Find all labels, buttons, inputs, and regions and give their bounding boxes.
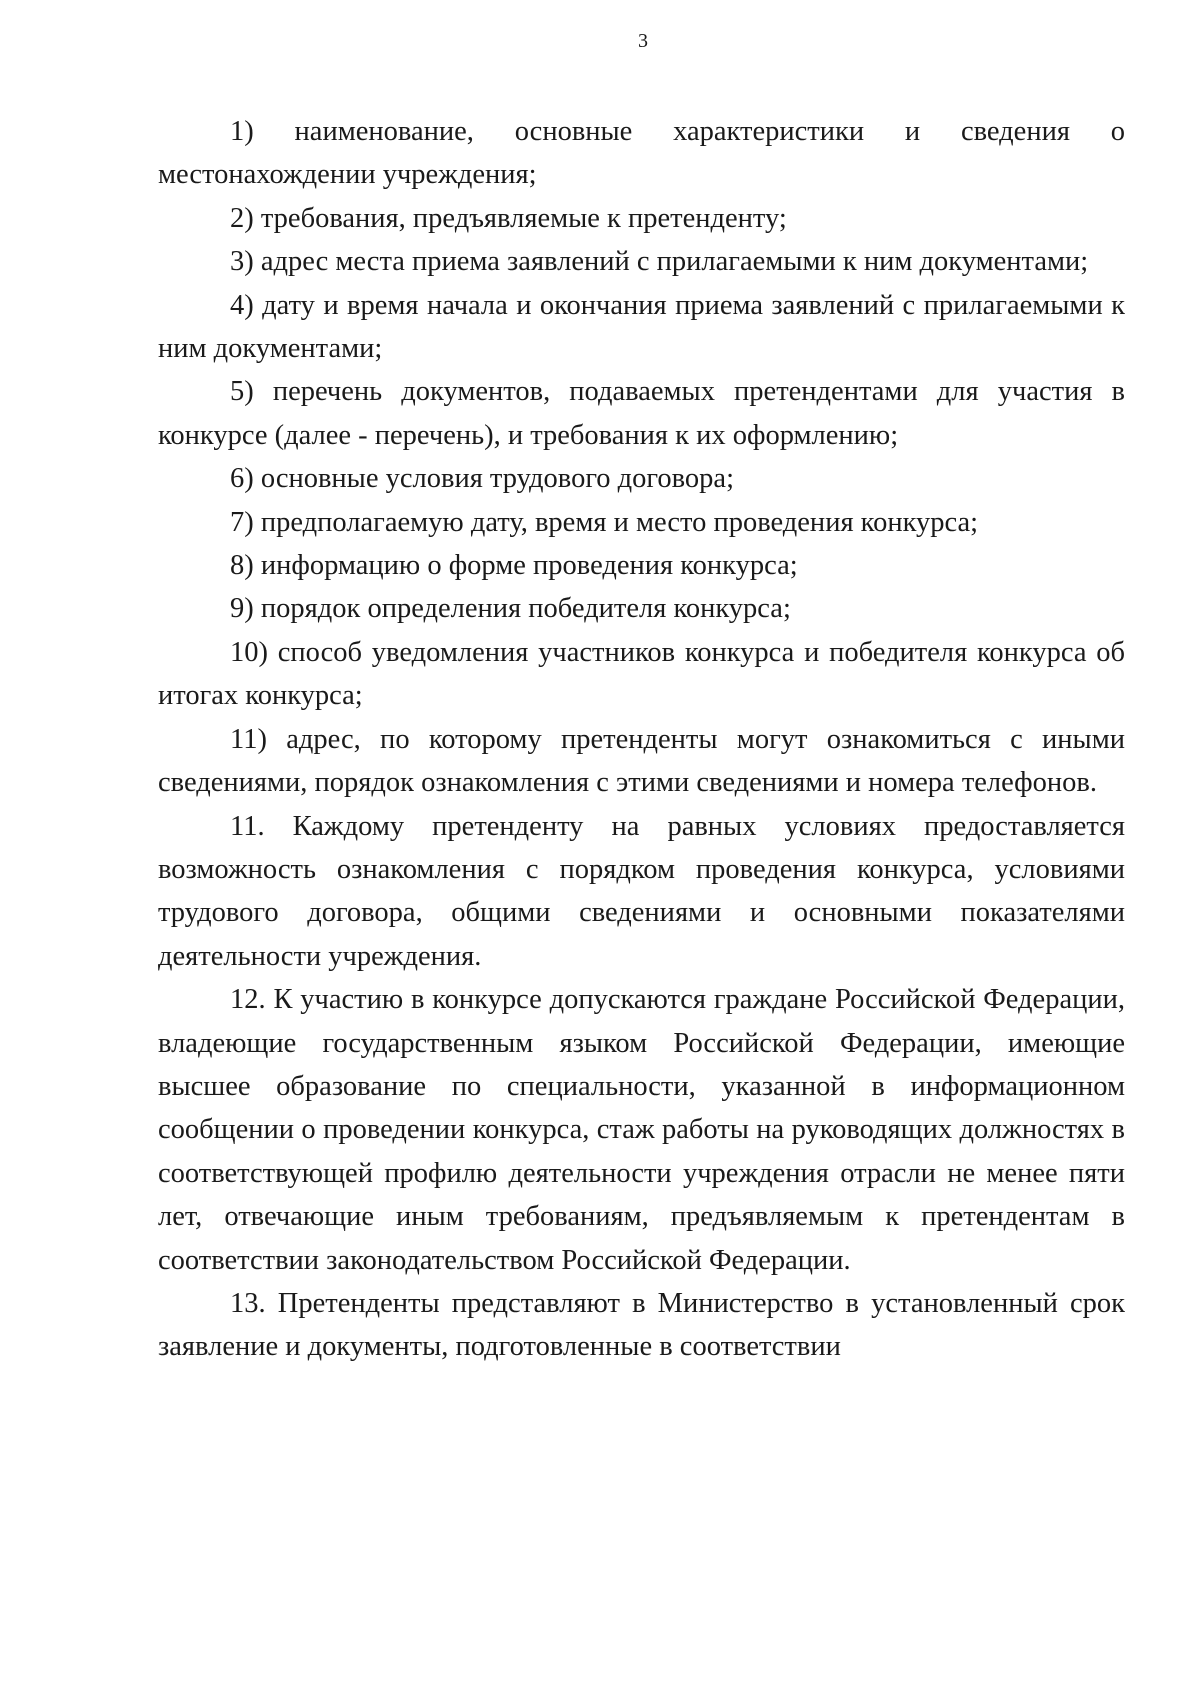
list-item: 7) предполагаемую дату, время и место проведения конкурса; [230, 506, 979, 538]
section-paragraph: 11. Каждому претенденту на равных условиях предоставляется возможность ознакомления с порядком проведения конкурса, условиями трудового договора, общими сведениями и основными показателями деятельности учреждения. [158, 810, 1125, 972]
list-item: 2) требования, предъявляемые к претенденту; [230, 202, 787, 234]
list-item: 8) информацию о форме проведения конкурса; [230, 550, 798, 582]
document-body [158, 110, 1125, 1369]
list-item: 1) наименование, основные характеристики и сведения о местонахождении учреждения; [158, 116, 1125, 191]
list-item: 11) адрес, по которому претенденты могут ознакомиться с иными сведениями, порядок ознакомления с этими сведениями и номера телефонов. [158, 723, 1125, 799]
list-item: 3) адрес места приема заявлений с прилагаемыми к ним документами; [230, 246, 1089, 278]
page-number: 3 [638, 30, 648, 52]
list-item: 9) порядок определения победителя конкурса; [230, 593, 791, 625]
list-item: 6) основные условия трудового договора; [230, 463, 734, 495]
list-item: 5) перечень документов, подаваемых претендентами для участия в конкурсе (далее - перечень), и требования к их оформлению; [158, 376, 1125, 451]
section-paragraph: 12. К участию в конкурсе допускаются граждане Российской Федерации, владеющие государственным языком Российской Федерации, имеющие высшее образование по специальности, указанной в информационном сообщении о проведении конкурса, стаж работы на руководящих должностях в соответствующей профилю деятельности учреждения отрасли не менее пяти лет, отвечающие иным требованиям, предъявляемым к претендентам в соответствии законодательством Российской Федерации. [158, 984, 1125, 1276]
list-item: 4) дату и время начала и окончания приема заявлений с прилагаемыми к ним документами; [158, 289, 1125, 365]
list-item: 10) способ уведомления участников конкурса и победителя конкурса об итогах конкурса; [158, 636, 1125, 712]
section-paragraph: 13. Претенденты представляют в Министерство в установленный срок заявление и документы, подготовленные в соответствии [158, 1287, 1125, 1363]
